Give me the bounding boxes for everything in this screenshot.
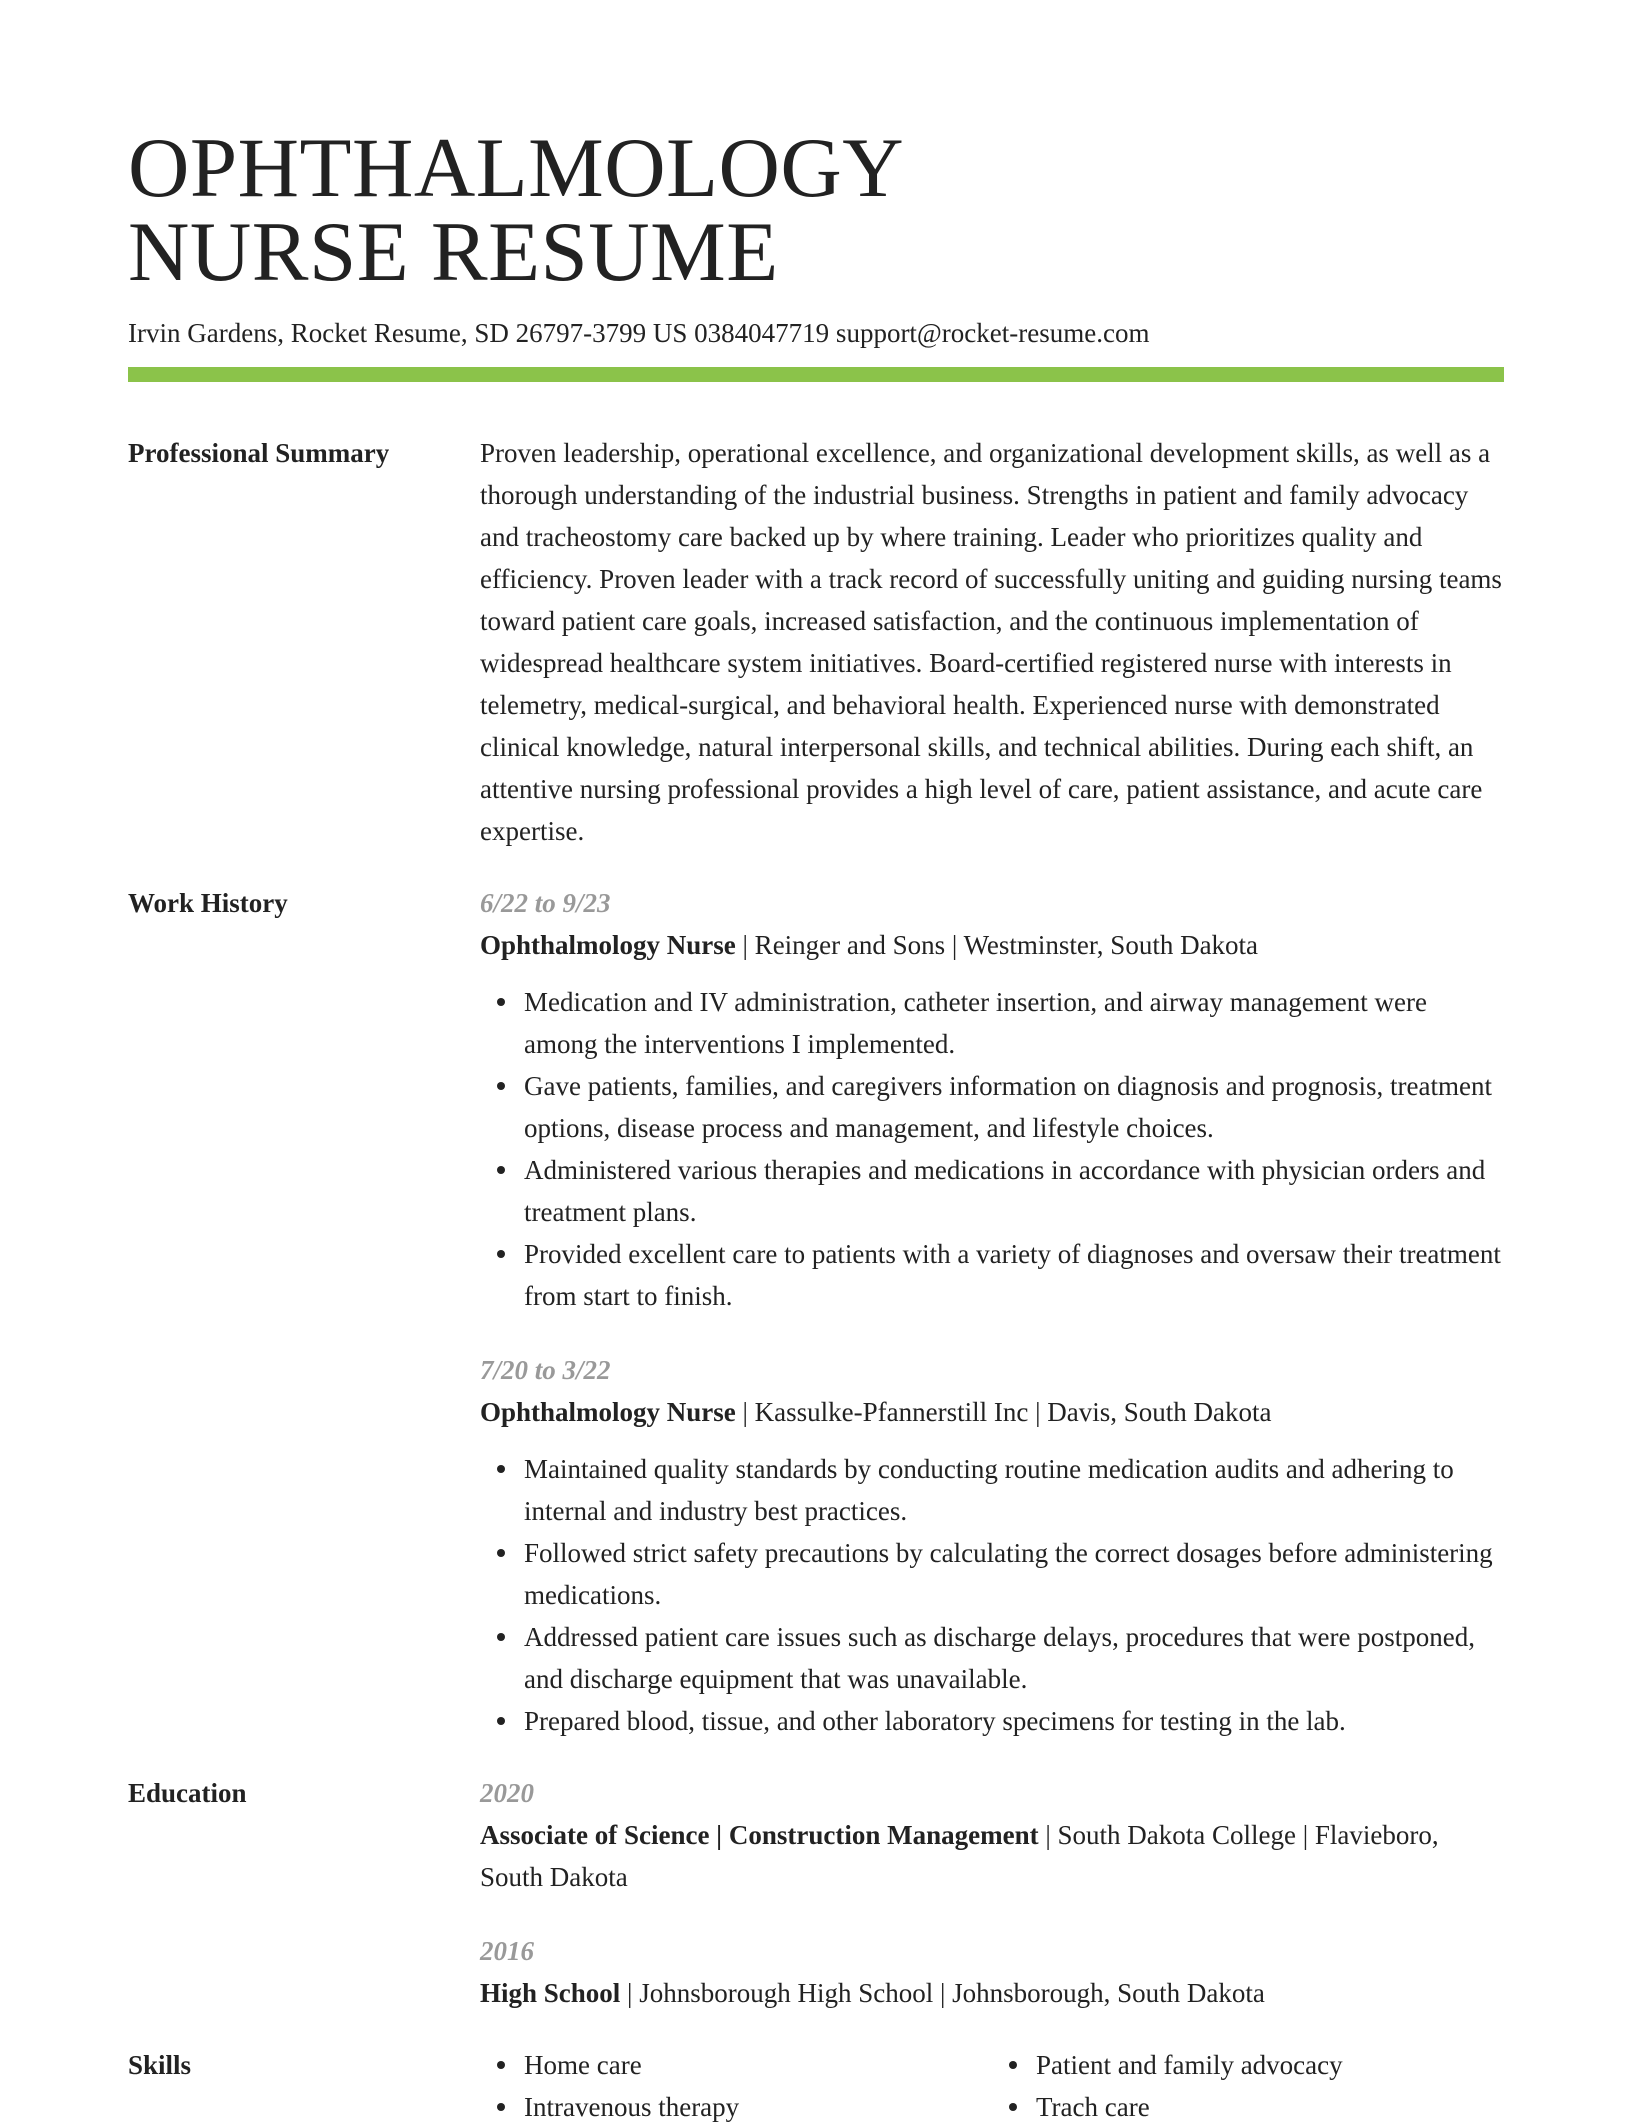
skills-columns [480,2044,1504,2128]
job-bullets [480,981,1504,1317]
list-item: Administered various therapies and medications in accordance with physician orders and treatment plans. [524,1149,1504,1233]
section-label: Education [128,1778,247,1808]
education-entry [480,1772,1504,1898]
education-entry [480,1930,1504,2014]
job-dates: 7/20 to 3/22 [480,1355,611,1385]
education-heading [480,1814,1504,1898]
job-heading [480,1391,1504,1433]
job-entry [480,882,1504,1317]
work-history-section [128,882,1504,1742]
resume-title [128,121,1504,299]
summary-text: Proven leadership, operational excellence, and organizational development skills, as well as a thorough understanding of the industrial business. Strengths in patient and family advocacy and tracheostomy care backed up by where training. Leader who prioritizes quality and efficiency. Proven leader with a track record of successfully uniting and guiding nursing teams toward patient care goals, increased satisfaction, and the continuous implementation of widespread healthcare system initiatives. Board-certified registered nurse with interests in telemetry, medical-surgical, and behavioral health. Experienced nurse with demonstrated clinical knowledge, natural interpersonal skills, and technical abilities. During each shift, an attentive nursing professional provides a high level of care, patient assistance, and acute care expertise. [480,438,1502,846]
contact-line: Irvin Gardens, Rocket Resume, SD 26797-3799 US 0384047719 support@rocket-resume.com [128,318,1150,348]
skills-list-right [992,2044,1504,2128]
skills-list-left [480,2044,992,2128]
job-details: | Kassulke-Pfannerstill Inc | Davis, South Dakota [735,1397,1272,1427]
skill-item: Home care [524,2044,992,2086]
job-heading [480,924,1504,966]
job-title: Ophthalmology Nurse [480,930,736,960]
education-details: | South Dakota College | Flavieboro, South Dakota [480,1820,1439,1892]
skill-item: Patient and family advocacy [1036,2044,1504,2086]
job-dates: 6/22 to 9/23 [480,888,611,918]
job-title: Ophthalmology Nurse [480,1397,736,1427]
section-body [480,882,1504,1742]
list-item: Prepared blood, tissue, and other laboratory specimens for testing in the lab. [524,1700,1504,1742]
list-item: Provided excellent care to patients with a variety of diagnoses and oversaw their treatment from start to finish. [524,1233,1504,1317]
skills-section [128,2044,1504,2128]
education-year: 2016 [480,1936,534,1966]
section-label: Skills [128,2050,192,2080]
job-details: | Reinger and Sons | Westminster, South Dakota [735,930,1259,960]
title-line-2: NURSE RESUME [128,205,779,299]
summary-section [128,432,1504,852]
title-line-1: OPHTHALMOLOGY [128,121,905,215]
list-item: Maintained quality standards by conducting routine medication audits and adhering to internal and industry best practices. [524,1448,1504,1532]
skill-item: Trach care [1036,2086,1504,2128]
education-degree: Associate of Science | Construction Management [480,1820,1039,1850]
education-details: | Johnsborough High School | Johnsborough, South Dakota [620,1978,1265,2008]
section-body [480,432,1504,852]
education-degree: High School [480,1978,621,2008]
section-body [480,1772,1504,2014]
list-item: Medication and IV administration, catheter insertion, and airway management were among the interventions I implemented. [524,981,1504,1065]
section-label: Work History [128,888,288,918]
job-bullets [480,1448,1504,1742]
education-year: 2020 [480,1778,534,1808]
education-heading [480,1972,1504,2014]
section-label: Professional Summary [128,438,390,468]
list-item: Addressed patient care issues such as discharge delays, procedures that were postponed, and discharge equipment that was unavailable. [524,1616,1504,1700]
education-section [128,1772,1504,2014]
job-entry [480,1349,1504,1742]
section-body [480,2044,1504,2128]
accent-divider [128,367,1504,382]
skill-item: Intravenous therapy [524,2086,992,2128]
list-item: Gave patients, families, and caregivers information on diagnosis and prognosis, treatment options, disease process and management, and lifestyle choices. [524,1065,1504,1149]
list-item: Followed strict safety precautions by calculating the correct dosages before administering medications. [524,1532,1504,1616]
